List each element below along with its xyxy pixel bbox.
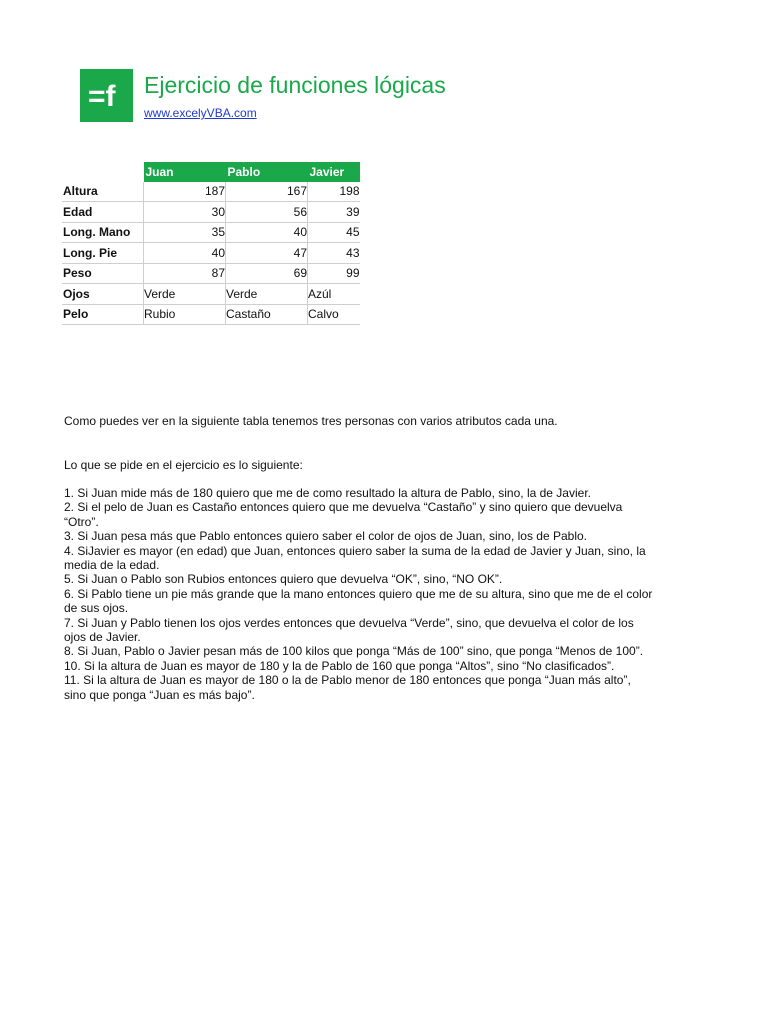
row-label: Long. Mano bbox=[62, 222, 144, 243]
svg-text:=f: =f bbox=[87, 79, 116, 113]
header-corner bbox=[62, 162, 144, 182]
task-item: 5. Si Juan o Pablo son Rubios entonces quiero que devuelva “OK”, sino, “NO OK”. bbox=[64, 572, 503, 587]
table-cell: 99 bbox=[308, 263, 360, 284]
table-cell: 40 bbox=[226, 222, 308, 243]
attributes-table bbox=[62, 162, 360, 325]
task-item: 10. Si la altura de Juan es mayor de 180 y la de Pablo de 160 que ponga “Altos”, sino “No clasificados”. bbox=[64, 658, 615, 673]
instructions-heading: Lo que se pide en el ejercicio es lo siguiente: bbox=[64, 458, 303, 472]
table-row bbox=[62, 222, 360, 243]
table-cell: 43 bbox=[308, 243, 360, 264]
table-cell: 39 bbox=[308, 202, 360, 223]
table-cell: 35 bbox=[144, 222, 226, 243]
table-row bbox=[62, 202, 360, 223]
table-row bbox=[62, 182, 360, 202]
table-cell: 198 bbox=[308, 182, 360, 202]
table-row bbox=[62, 263, 360, 284]
excelyvba-logo bbox=[80, 69, 133, 122]
task-item: 2. Si el pelo de Juan es Castaño entonces quiero que me devuelva “Castaño” y sino quiero que devuelva “Otro”. bbox=[64, 500, 623, 529]
logo-mark bbox=[87, 79, 127, 113]
table-cell: Castaño bbox=[226, 304, 308, 325]
column-header-javier: Javier bbox=[308, 162, 360, 182]
table-row bbox=[62, 304, 360, 325]
table-cell: Verde bbox=[144, 284, 226, 305]
table-cell: Rubio bbox=[144, 304, 226, 325]
table-cell: 56 bbox=[226, 202, 308, 223]
column-header-juan: Juan bbox=[144, 162, 226, 182]
table-cell: 30 bbox=[144, 202, 226, 223]
page-title: Ejercicio de funciones lógicas bbox=[144, 72, 446, 98]
column-header-pablo: Pablo bbox=[226, 162, 308, 182]
task-item: 4. SiJavier es mayor (en edad) que Juan, entonces quiero saber la suma de la edad de Javier y Juan, sino, la media de la edad. bbox=[64, 543, 646, 573]
table-cell: Azúl bbox=[308, 284, 360, 305]
task-item: 7. Si Juan y Pablo tienen los ojos verdes entonces que devuelva “Verde”, sino, que devuelva el color de los ojos de Javier. bbox=[64, 615, 634, 645]
row-label: Peso bbox=[62, 263, 144, 284]
task-item: 11. Si la altura de Juan es mayor de 180 o la de Pablo menor de 180 entonces que ponga “Juan más alto”, sino que ponga “Juan es más bajo”. bbox=[64, 673, 631, 702]
table-cell: Verde bbox=[226, 284, 308, 305]
table-header-row bbox=[62, 162, 360, 182]
row-label: Ojos bbox=[62, 284, 144, 305]
row-label: Pelo bbox=[62, 304, 144, 325]
intro-paragraph: Como puedes ver en la siguiente tabla tenemos tres personas con varios atributos cada una. bbox=[64, 414, 558, 428]
table-cell: 187 bbox=[144, 182, 226, 202]
task-list bbox=[64, 486, 654, 702]
table-cell: 167 bbox=[226, 182, 308, 202]
table-cell: 40 bbox=[144, 243, 226, 264]
table-row bbox=[62, 243, 360, 264]
task-item: 6. Si Pablo tiene un pie más grande que la mano entonces quiero que me de su altura, sino que me de el color de sus ojos. bbox=[64, 586, 653, 616]
table-cell: Calvo bbox=[308, 304, 360, 325]
table-row bbox=[62, 284, 360, 305]
table-cell: 69 bbox=[226, 263, 308, 284]
task-item: 1. Si Juan mide más de 180 quiero que me de como resultado la altura de Pablo, sino, la de Javier. bbox=[64, 486, 591, 500]
task-item: 8. Si Juan, Pablo o Javier pesan más de 100 kilos que ponga “Más de 100” sino, que ponga “Menos de 100”. bbox=[64, 644, 644, 659]
row-label: Altura bbox=[62, 182, 144, 202]
task-item: 3. Si Juan pesa más que Pablo entonces quiero saber el color de ojos de Juan, sino, los de Pablo. bbox=[64, 529, 588, 544]
table-cell: 45 bbox=[308, 222, 360, 243]
table-cell: 47 bbox=[226, 243, 308, 264]
website-link[interactable]: www.excelyVBA.com bbox=[144, 106, 257, 120]
row-label: Edad bbox=[62, 202, 144, 223]
row-label: Long. Pie bbox=[62, 243, 144, 264]
table-cell: 87 bbox=[144, 263, 226, 284]
